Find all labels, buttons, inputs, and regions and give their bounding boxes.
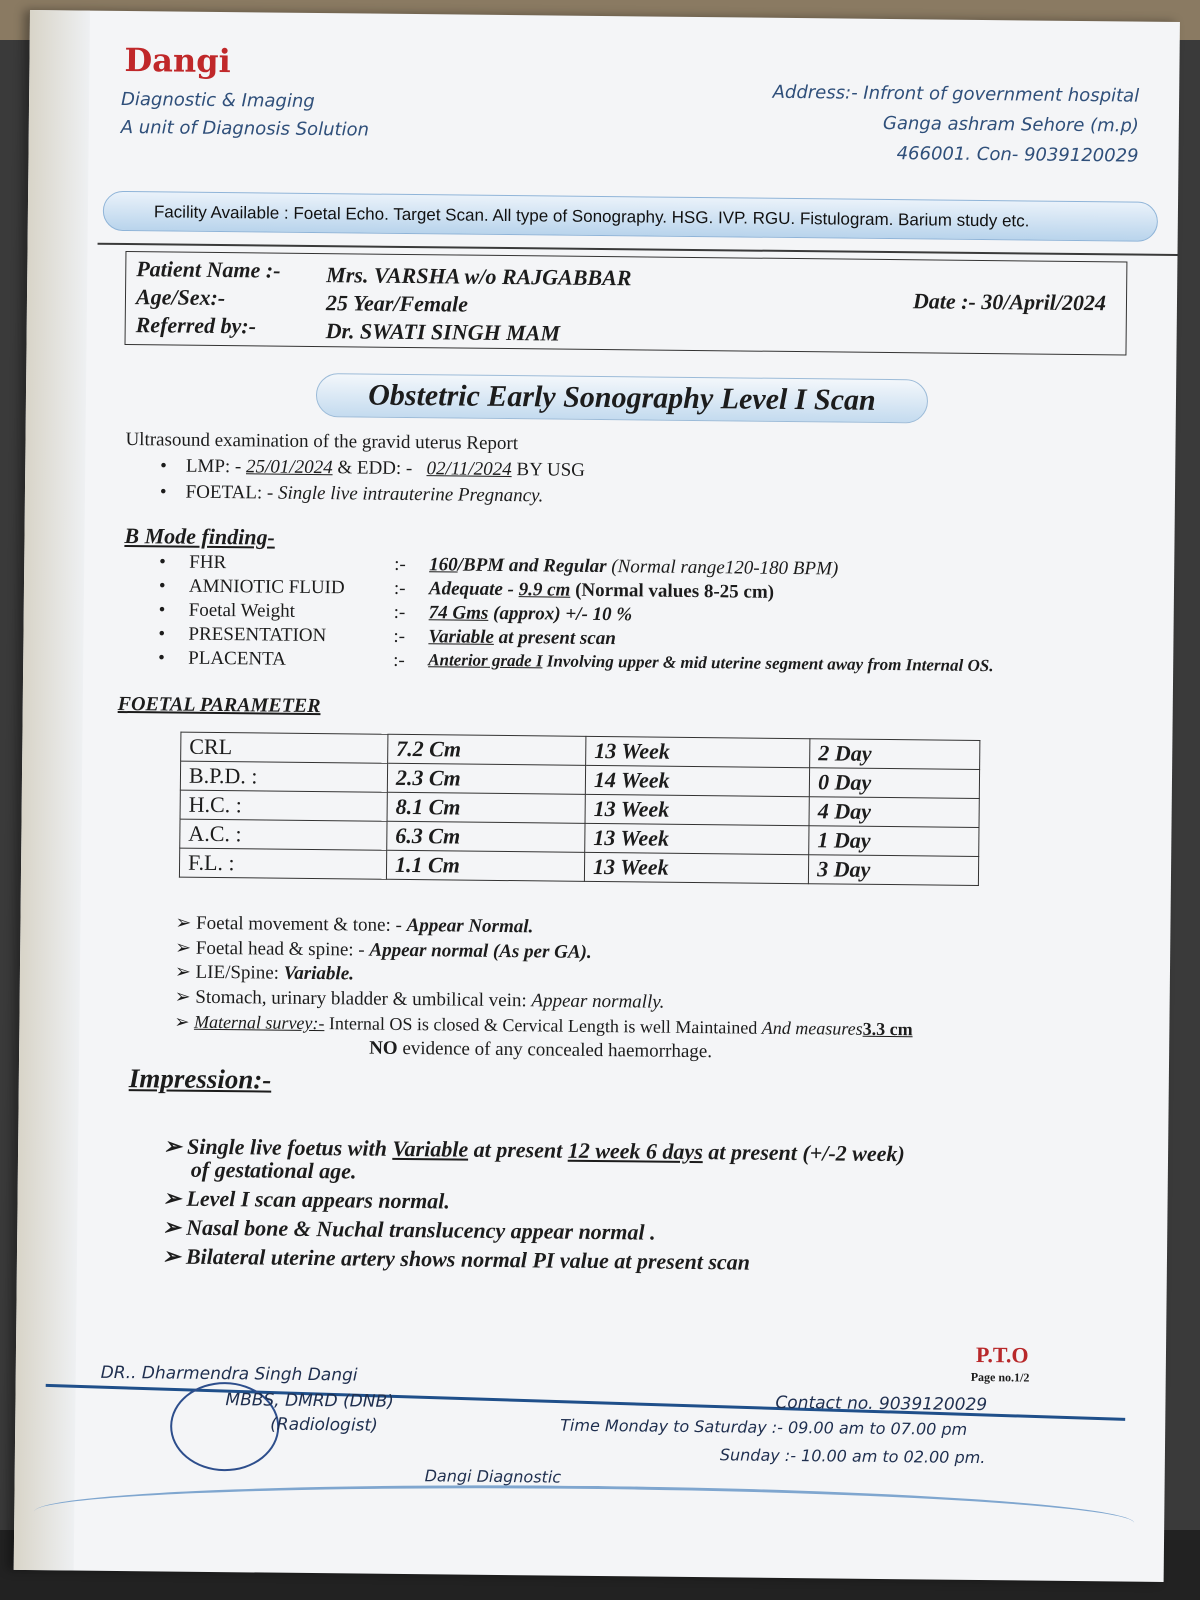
imp-text: Level I scan appears normal.: [186, 1185, 451, 1214]
bmode-label: PRESENTATION: [188, 623, 327, 647]
imp-presentation: Variable: [392, 1135, 469, 1162]
param-value: 8.1 Cm: [387, 792, 585, 823]
imp-text: Single live foetus with: [186, 1133, 388, 1161]
observation-item: ➢ Foetal movement & tone: - Appear Normal.: [175, 912, 534, 938]
param-day: 3 Day: [809, 855, 979, 886]
lmp-line: [160, 455, 585, 481]
foetal-label: FOETAL: -: [185, 481, 274, 504]
impression-item: ➢ Nasal bone & Nuchal translucency appear normal .: [162, 1214, 656, 1245]
observation-item: ➢ LIE/Spine: Variable.: [174, 961, 355, 985]
pto-label: P.T.O: [975, 1341, 1029, 1368]
age-value: 25 Year/Female: [325, 290, 469, 317]
param-value: 2.3 Cm: [387, 763, 585, 794]
afi-normal: (Normal values 8-25 cm): [575, 579, 775, 603]
lmp-value: 25/01/2024: [245, 456, 333, 479]
patient-name-value: Mrs. VARSHA w/o RAJGABBAR: [326, 262, 632, 291]
impression-item: ➢ Single live foetus with Variable at present 12 week 6 days at present (+/-2 week): [162, 1133, 905, 1167]
imp-text: at present: [473, 1136, 563, 1163]
gestational-age: 12 week 6 days: [567, 1137, 703, 1165]
report-page: [14, 10, 1180, 1582]
doctor-name: DR.. Dharmendra Singh Dangi: [100, 1362, 358, 1386]
presentation-value: Variable: [428, 626, 495, 648]
doctor-degree: MBBS, DMRD (DNB): [225, 1390, 394, 1412]
brand-tagline: A unit of Diagnosis Solution: [120, 116, 370, 141]
weight-note: (approx) +/- 10 %: [493, 602, 633, 626]
bmode-label: FHR: [189, 551, 227, 574]
address-block: [718, 77, 1139, 171]
bmode-label: PLACENTA: [188, 647, 287, 670]
obs-value: evidence of any concealed haemorrhage.: [402, 1037, 713, 1062]
footer-curve: [34, 1480, 1135, 1555]
param-day: 2 Day: [810, 739, 980, 770]
contact-number: Contact no. 9039120029: [775, 1392, 988, 1416]
page-number: Page no.1/2: [970, 1369, 1030, 1385]
fhr-normal: (Normal range120-180 BPM): [611, 556, 839, 580]
afi-value: 9.9 cm: [518, 579, 571, 601]
address-line: Ganga ashram Sehore (m.p): [882, 112, 1139, 137]
impression-item: of gestational age.: [190, 1156, 357, 1184]
referred-value: Dr. SWATI SINGH MAM: [325, 318, 561, 346]
bmode-sep: :-: [393, 601, 406, 623]
obs-value: Appear normally.: [531, 989, 665, 1013]
obs-value: Appear normal (As per GA).: [369, 939, 592, 963]
time-sunday: Sunday :- 10.00 am to 02.00 pm.: [719, 1445, 986, 1468]
param-value: 7.2 Cm: [388, 734, 586, 765]
param-name: F.L. :: [179, 848, 386, 879]
imp-text: Bilateral uterine artery shows normal PI value at present scan: [185, 1243, 751, 1275]
param-value: 1.1 Cm: [386, 850, 584, 881]
facility-banner: Facility Available : Foetal Echo. Target Scan. All type of Sonography. HSG. IVP. RGU. Fistulogram. Barium study etc.: [103, 191, 1158, 242]
referred-label: Referred by:-: [135, 312, 257, 339]
edd-label: & EDD: -: [337, 457, 413, 480]
bmode-row: • PLACENTA :- Anterior grade I Involving upper & mid uterine segment away from Internal OS.: [158, 647, 994, 676]
bmode-label: AMNIOTIC FLUID: [188, 575, 345, 599]
bmode-list: [158, 551, 1139, 681]
presentation-note: at present scan: [498, 626, 616, 650]
age-label: Age/Sex:-: [135, 284, 226, 311]
center-name: Dangi Diagnostic: [424, 1466, 562, 1487]
bmode-row: • FHR :- 160/BPM and Regular (Normal range120-180 BPM): [159, 551, 839, 580]
doctor-role: (Radiologist): [270, 1414, 378, 1436]
foetal-line: [160, 481, 544, 507]
brand-subtitle: Diagnostic & Imaging: [120, 88, 315, 112]
report-title: Obstetric Early Sonography Level I Scan: [316, 373, 928, 423]
bmode-sep: :-: [394, 553, 406, 575]
obs-label: Foetal movement & tone: -: [196, 912, 403, 936]
bullet: •: [159, 481, 181, 503]
edd-value: 02/11/2024: [426, 458, 512, 481]
param-day: 4 Day: [809, 797, 979, 828]
obs-label: Foetal head & spine: -: [195, 937, 365, 961]
afi-status: Adequate -: [428, 578, 515, 601]
param-week: 13 Week: [584, 852, 808, 883]
bmode-sep: :-: [393, 577, 406, 599]
foetal-parameter-title: FOETAL PARAMETER: [117, 692, 321, 718]
obs-label: Stomach, urinary bladder & umbilical vein:: [195, 986, 527, 1011]
lmp-label: LMP: -: [185, 455, 242, 478]
foetal-value: Single live intrauterine Pregnancy.: [277, 482, 544, 507]
impression-item: ➢ Level I scan appears normal.: [162, 1185, 451, 1214]
impression-item: ➢ Bilateral uterine artery shows normal PI value at present scan: [161, 1243, 751, 1275]
bmode-sep: :-: [393, 649, 405, 671]
obs-value: Variable.: [283, 962, 355, 985]
cervical-length: 3.3 cm: [862, 1018, 913, 1040]
obs-label: LIE/Spine:: [195, 961, 280, 984]
foetal-parameter-table: [179, 732, 980, 886]
intro-text: Ultrasound examination of the gravid uterus Report: [125, 429, 519, 455]
patient-info-box: [124, 251, 1127, 355]
brand-logo: Dangi: [124, 40, 231, 81]
imp-text: at present (+/-2 week): [708, 1139, 905, 1167]
paper-edge: [14, 10, 90, 1571]
param-name: H.C. :: [180, 790, 387, 821]
observation-item: ➢ Foetal head & spine: - Appear normal (As per GA).: [175, 937, 592, 963]
bmode-label: Foetal Weight: [188, 599, 296, 622]
observations: [174, 912, 1135, 1069]
placenta-note: Involving upper & mid uterine segment away from Internal OS.: [546, 651, 994, 676]
edd-method: BY USG: [516, 459, 586, 481]
placenta-value: Anterior grade I: [428, 650, 543, 671]
obs-label: Maternal survey:-: [193, 1011, 325, 1034]
bmode-row: • Foetal Weight :- 74 Gms (approx) +/- 10 %: [158, 599, 633, 626]
observation-item: ➢ Maternal survey:- Internal OS is closed & Cervical Length is well Maintained And measures3.3 cm: [174, 1011, 913, 1040]
param-day: 1 Day: [809, 826, 979, 857]
param-name: B.P.D. :: [180, 761, 387, 792]
param-value: 6.3 Cm: [387, 821, 585, 852]
bmode-row: • PRESENTATION :- Variable at present scan: [158, 623, 616, 650]
impression-title: Impression:-: [128, 1063, 272, 1095]
param-name: CRL: [181, 732, 388, 763]
obs-value: And measures: [761, 1017, 863, 1039]
address-line: Address:- Infront of government hospital: [772, 81, 1140, 107]
obs-label: NO: [369, 1037, 398, 1059]
report-date: Date :- 30/April/2024: [912, 288, 1107, 316]
bullet: •: [160, 455, 182, 477]
param-week: 13 Week: [585, 794, 809, 825]
observation-item: ➢ Stomach, urinary bladder & umbilical vein: Appear normally.: [174, 986, 665, 1013]
obs-value: Internal OS is closed & Cervical Length is well Maintained: [328, 1013, 758, 1038]
obs-value: Appear Normal.: [406, 914, 534, 938]
weight-value: 74 Gms: [428, 602, 489, 624]
imp-text: Nasal bone & Nuchal translucency appear normal .: [186, 1214, 656, 1245]
param-week: 14 Week: [585, 765, 809, 796]
bmode-title: B Mode finding-: [124, 523, 275, 550]
bmode-row: • AMNIOTIC FLUID :- Adequate - 9.9 cm (Normal values 8-25 cm): [158, 575, 775, 603]
impression-list: [162, 1131, 1123, 1280]
param-week: 13 Week: [585, 823, 809, 854]
address-line: 466001. Con- 9039120029: [896, 143, 1139, 167]
param-name: A.C. :: [180, 819, 387, 850]
bmode-sep: :-: [393, 625, 406, 647]
fhr-unit: /BPM and Regular: [457, 554, 607, 578]
patient-name-label: Patient Name :-: [136, 256, 281, 283]
fhr-value: 160: [429, 554, 458, 576]
param-day: 0 Day: [809, 768, 979, 799]
time-weekdays: Time Monday to Saturday :- 09.00 am to 07.00 pm: [560, 1415, 968, 1439]
param-week: 13 Week: [586, 736, 810, 767]
